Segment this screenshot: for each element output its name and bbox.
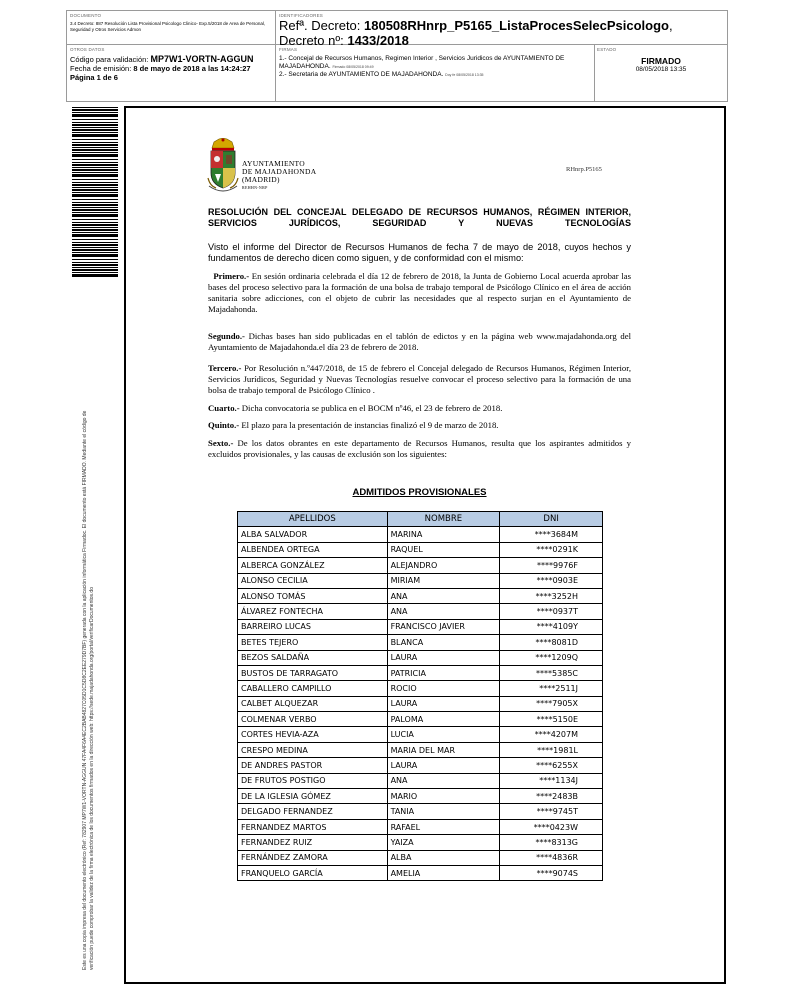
decreto-value: 1433/2018	[347, 33, 409, 48]
cell-apellidos: FERNANDEZ RUIZ	[238, 835, 388, 850]
cuarto-text: Dicha convocatoria se publica en el BOCM nº46, el 23 de febrero de 2018.	[239, 403, 503, 413]
cell-apellidos: DE ANDRES PASTOR	[238, 758, 388, 773]
cell-apellidos: BARREIRO LUCAS	[238, 619, 388, 634]
cell-nombre: BLANCA	[387, 635, 500, 650]
table-row	[238, 619, 603, 634]
table-row	[238, 650, 603, 665]
cell-apellidos: BUSTOS DE TARRAGATO	[238, 665, 388, 680]
paragraph-primero	[208, 271, 631, 315]
column-header-dni: DNI	[500, 512, 603, 527]
table-row	[238, 712, 603, 727]
table-row	[238, 804, 603, 819]
cell-dni: ****1209Q	[500, 650, 603, 665]
cell-nombre: MARINA	[387, 527, 500, 542]
cell-dni: ****2511J	[500, 681, 603, 696]
table-row	[238, 773, 603, 788]
table-row	[238, 758, 603, 773]
letterhead-ref: RHnrp.P5165	[566, 166, 602, 173]
table-row	[238, 789, 603, 804]
quinto-text: El plazo para la presentación de instancias finalizó el 9 de marzo de 2018.	[239, 420, 499, 430]
firma-1	[279, 55, 591, 71]
cell-apellidos: COLMENAR VERBO	[238, 712, 388, 727]
cell-nombre: YAIZA	[387, 835, 500, 850]
letterhead-line-1: AYUNTAMIENTO	[242, 159, 305, 168]
decreto-number	[279, 33, 723, 48]
cell-dni: ****4836R	[500, 850, 603, 865]
paragraph-sexto	[208, 438, 631, 460]
cell-dni: ****1134J	[500, 773, 603, 788]
cell-apellidos: ALBENDEA ORTEGA	[238, 542, 388, 557]
ref-decreto	[279, 18, 723, 33]
table-row	[238, 588, 603, 603]
cell-nombre: FRANCISCO JAVIER	[387, 619, 500, 634]
cell-apellidos: FERNANDEZ MARTOS	[238, 819, 388, 834]
cell-dni: ****6255X	[500, 758, 603, 773]
cell-dni: ****5385C	[500, 665, 603, 680]
paragraph-tercero	[208, 363, 631, 396]
primero-label: Primero.-	[213, 271, 250, 281]
decreto-label: Decreto nº:	[279, 33, 348, 48]
table-row	[238, 573, 603, 588]
table-row	[238, 835, 603, 850]
table-row	[238, 558, 603, 573]
ref-label: Refª. Decreto:	[279, 18, 365, 33]
tercero-text: Por Resolución n.º447/2018, de 15 de febrero el Concejal delegado de Recursos Humanos, Régimen Interior, Servicios Jurídicos, Seguridad y Nuevas Tecnologías resuelve convocar el proceso selectivo para la formación de una bolsa de trabajo temporal de Psicólogo Clínico .	[208, 363, 631, 395]
letterhead	[242, 160, 316, 192]
cell-dni: ****2483B	[500, 789, 603, 804]
admitidos-table	[237, 511, 603, 881]
cell-apellidos: CABALLERO CAMPILLO	[238, 681, 388, 696]
cell-apellidos: ALONSO CECILIA	[238, 573, 388, 588]
cell-dni: ****8313G	[500, 835, 603, 850]
cuarto-label: Cuarto.-	[208, 403, 240, 413]
table-row	[238, 635, 603, 650]
firma-2-text: 2.- Secretaria de AYUNTAMIENTO DE MAJADAHONDA.	[279, 71, 444, 78]
table-row	[238, 665, 603, 680]
firma-1-date: Firmado 08/05/2018 09:49	[332, 65, 374, 69]
segundo-text: Dichas bases han sido publicadas en el tablón de edictos y en la página web www.majadahonda.org del Ayuntamiento de Majadahonda.el día 23 de febrero de 2018.	[208, 331, 631, 352]
cell-apellidos: DE LA IGLESIA GÓMEZ	[238, 789, 388, 804]
cell-nombre: ALBA	[387, 850, 500, 865]
cell-dni: ****0903E	[500, 573, 603, 588]
paragraph-cuarto	[208, 403, 631, 414]
firmas-cell	[279, 47, 591, 79]
cell-nombre: MARIA DEL MAR	[387, 742, 500, 757]
column-header-nombre: NOMBRE	[387, 512, 500, 527]
table-row	[238, 727, 603, 742]
sexto-label: Sexto.-	[208, 438, 234, 448]
table-row	[238, 742, 603, 757]
page-count: Página 1 de 6	[70, 73, 118, 82]
cell-nombre: RAFAEL	[387, 819, 500, 834]
side-text-line-1: Este es una copia impresa del documento electrónico (Ref: 782907 MP7W1-VORTN-AGGUN 47FA4F6A4EC2BAB4827C05D1C5D8C2EE279D7BF) generada con la aplicación informática Firmadoc. El documento está FIRMADO. Mediante el código de	[82, 410, 88, 970]
cell-nombre: MARIO	[387, 789, 500, 804]
cell-nombre: PALOMA	[387, 712, 500, 727]
table-row	[238, 542, 603, 557]
segundo-label: Segundo.-	[208, 331, 245, 341]
quinto-label: Quinto.-	[208, 420, 240, 430]
cell-dni: ****0423W	[500, 819, 603, 834]
paragraph-quinto	[208, 420, 631, 431]
cell-nombre: PATRICIA	[387, 665, 500, 680]
cell-apellidos: ALBA SALVADOR	[238, 527, 388, 542]
firma-2	[279, 71, 591, 79]
cell-apellidos: DELGADO FERNANDEZ	[238, 804, 388, 819]
estado-cell	[597, 47, 725, 73]
ref-code: 180508RHnrp_P5165_ListaProcesSelecPsicologo	[364, 18, 669, 33]
letterhead-line-4: REHHN-NRP	[242, 185, 268, 190]
otros-datos-cell	[70, 47, 273, 82]
identificadores-cell	[279, 13, 723, 48]
letterhead-line-2: DE MAJADAHONDA	[242, 167, 317, 176]
documento-cell	[70, 13, 270, 32]
table-row	[238, 819, 603, 834]
cell-dni: ****9976F	[500, 558, 603, 573]
cell-nombre: RAQUEL	[387, 542, 500, 557]
admitidos-heading: ADMITIDOS PROVISIONALES	[352, 487, 487, 498]
cell-dni: ****4207M	[500, 727, 603, 742]
cell-nombre: LAURA	[387, 696, 500, 711]
barcode-image	[72, 107, 118, 277]
documento-description: 3.4 Decreto: 887 Resolución Lista Provisional Psicologo Clinico- Exp.5/2018 de Area de Personal, Seguridad y Otros Servicios Admon	[70, 21, 266, 32]
cell-apellidos: FRANQUELO GARCÍA	[238, 865, 388, 880]
cell-dni: ****8081D	[500, 635, 603, 650]
cell-apellidos: BETES TEJERO	[238, 635, 388, 650]
validation-code-label: Código para validación:	[70, 55, 151, 64]
cell-apellidos: CRESPO MEDINA	[238, 742, 388, 757]
ref-separator: ,	[668, 18, 673, 33]
estado-value: FIRMADO	[641, 56, 681, 66]
table-row	[238, 681, 603, 696]
cell-nombre: AMELIA	[387, 865, 500, 880]
table-row	[238, 696, 603, 711]
cell-dni: ****3252H	[500, 588, 603, 603]
cell-nombre: ANA	[387, 588, 500, 603]
firmas-label: FIRMAS	[279, 47, 298, 52]
cell-dni: ****7905X	[500, 696, 603, 711]
coat-of-arms-icon	[206, 138, 240, 200]
table-row	[238, 850, 603, 865]
letterhead-line-3: (MADRID)	[242, 175, 280, 184]
resolution-title: RESOLUCIÓN DEL CONCEJAL DELEGADO DE RECURSOS HUMANOS, RÉGIMEN INTERIOR, SERVICIOS JURÍDICOS, SEGURIDAD Y NUEVAS TECNOLOGÍAS	[208, 207, 631, 228]
estado-label: ESTADO	[597, 47, 617, 52]
verification-side-text	[82, 411, 96, 970]
cell-dni: ****1981L	[500, 742, 603, 757]
sexto-text: De los datos obrantes en este departamento de Recursos Humanos, resulta que los aspirantes admitidos y excluidos provisionales, y las causas de exclusión son los siguientes:	[208, 438, 631, 459]
cell-nombre: ALEJANDRO	[387, 558, 500, 573]
tercero-label: Tercero.-	[208, 363, 242, 373]
cell-apellidos: CALBET ALQUEZAR	[238, 696, 388, 711]
estado-date: 08/05/2018 13:35	[635, 66, 687, 73]
cell-dni: ****3684M	[500, 527, 603, 542]
firma-1-text: 1.- Concejal de Recursos Humanos, Regimen Interior , Servicios Juridicos de AYUNTAMIENTO DE MAJADAHONDA.	[279, 55, 565, 70]
cell-apellidos: ALBERCA GONZÁLEZ	[238, 558, 388, 573]
cell-dni: ****0937T	[500, 604, 603, 619]
cell-apellidos: CORTES HEVIA-AZA	[238, 727, 388, 742]
documento-label: DOCUMENTO	[70, 13, 102, 18]
cell-dni: ****5150E	[500, 712, 603, 727]
cell-apellidos: FERNÁNDEZ ZAMORA	[238, 850, 388, 865]
cell-nombre: LUCIA	[387, 727, 500, 742]
cell-dni: ****4109Y	[500, 619, 603, 634]
otros-datos-label: OTROS DATOS	[70, 47, 105, 52]
cell-nombre: LAURA	[387, 650, 500, 665]
signature-header	[66, 10, 728, 102]
emission-date-label: Fecha de emisión:	[70, 64, 134, 73]
cell-nombre: ROCIO	[387, 681, 500, 696]
cell-apellidos: ÁLVAREZ FONTECHA	[238, 604, 388, 619]
cell-nombre: ANA	[387, 773, 500, 788]
table-header-row	[238, 512, 603, 527]
cell-nombre: ANA	[387, 604, 500, 619]
table-row	[238, 527, 603, 542]
validation-code	[70, 55, 273, 64]
emission-date-value: 8 de mayo de 2018 a las 14:24:27	[133, 64, 251, 73]
emission-date	[70, 64, 273, 73]
validation-code-value: MP7W1-VORTN-AGGUN	[150, 54, 254, 64]
table-row	[238, 604, 603, 619]
primero-text: En sesión ordinaria celebrada el día 12 de febrero de 2018, la Junta de Gobierno Local acuerda aprobar las bases del proceso selectivo para la formación de una bolsa de trabajo temporal de Psicólogo Clínico en el área de acción sanitaria sobre adicciones, con el objeto de cubrir las necesidades que al respecto surjan en el Ayuntamiento de Majadahonda.	[208, 271, 631, 314]
cell-apellidos: DE FRUTOS POSTIGO	[238, 773, 388, 788]
cell-dni: ****9074S	[500, 865, 603, 880]
cell-dni: ****9745T	[500, 804, 603, 819]
column-header-apellidos: APELLIDOS	[238, 512, 388, 527]
side-text-line-2: verificación puede comprobar la validez de la firma electrónica de los documentos firmados en la dirección web: https://sede.majadahonda.org/portal/verificarDocumentos.do	[89, 587, 95, 970]
cell-apellidos: ALONSO TOMÁS	[238, 588, 388, 603]
cell-apellidos: BEZOS SALDAÑA	[238, 650, 388, 665]
intro-paragraph: Visto el informe del Director de Recursos Humanos de fecha 7 de mayo de 2018, cuyos hechos y fundamentos de derecho dicen como siguen, y de conformidad con el mismo:	[208, 242, 631, 263]
table-row	[238, 865, 603, 880]
identificadores-label: IDENTIFICADORES	[279, 13, 324, 18]
cell-nombre: MIRIAM	[387, 573, 500, 588]
cell-nombre: TANIA	[387, 804, 500, 819]
cell-dni: ****0291K	[500, 542, 603, 557]
cell-nombre: LAURA	[387, 758, 500, 773]
firma-2-date: Doy fe 08/05/2018 13:35	[445, 73, 484, 77]
paragraph-segundo	[208, 331, 631, 353]
